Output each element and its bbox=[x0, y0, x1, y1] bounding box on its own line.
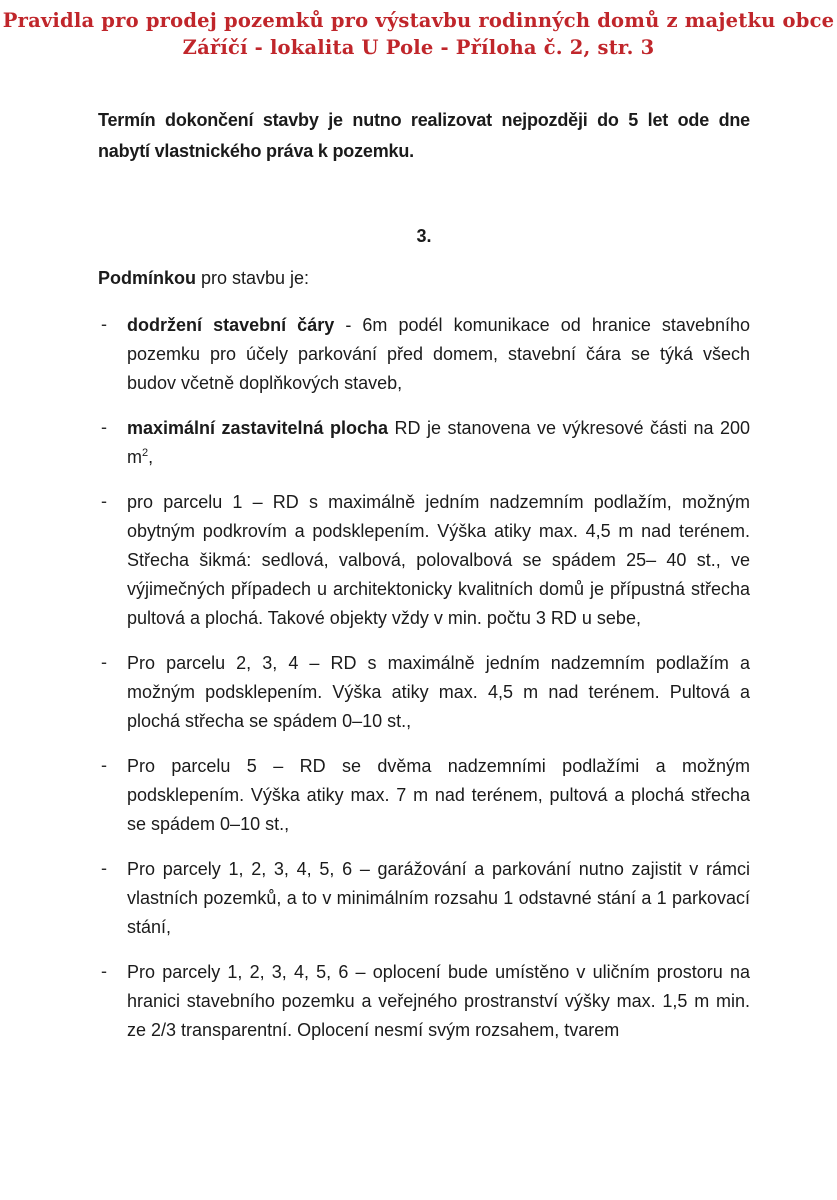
rule-text: RD je stanovena ve výkresové části na 200 m bbox=[127, 418, 750, 467]
rule-bold-lead: dodržení stavební čáry bbox=[127, 315, 335, 335]
conditions-lead-bold: Podmínkou bbox=[98, 268, 196, 288]
document-title bbox=[0, 0, 837, 61]
bullet-dash: - bbox=[101, 755, 107, 775]
conditions-lead bbox=[98, 264, 750, 293]
rule-item bbox=[98, 649, 750, 736]
document-body bbox=[98, 105, 750, 1045]
rule-item bbox=[98, 855, 750, 942]
rule-tail: , bbox=[148, 447, 154, 467]
superscript: 2 bbox=[142, 447, 149, 459]
rule-text: Pro parcelu 2, 3, 4 – RD s maximálně jedním nadzemním podlažím a možným podsklepením. Výška atiky max. 4,5 m nad terénem. Pultová a plochá střecha se spádem 0–10 st., bbox=[127, 653, 750, 731]
rule-item bbox=[98, 752, 750, 839]
conditions-lead-rest: pro stavbu je: bbox=[196, 268, 310, 288]
rule-text: Pro parcely 1, 2, 3, 4, 5, 6 – garážování a parkování nutno zajistit v rámci vlastních pozemků, a to v minimálním rozsahu 1 odstavné stání a 1 parkovací stání, bbox=[127, 859, 750, 937]
rule-text: Pro parcelu 5 – RD se dvěma nadzemními podlažími a možným podsklepením. Výška atiky max. 7 m nad terénem, pultová a plochá střecha se spádem 0–10 st., bbox=[127, 756, 750, 834]
rule-bold-lead: maximální zastavitelná plocha bbox=[127, 418, 389, 438]
rule-item bbox=[98, 958, 750, 1045]
rule-text: - 6m podél komunikace od hranice stavebního pozemku pro účely parkování před domem, stavební čára se týká všech budov včetně doplňkových staveb, bbox=[127, 315, 750, 393]
bullet-dash: - bbox=[101, 652, 107, 672]
bullet-dash: - bbox=[101, 858, 107, 878]
rule-item bbox=[98, 311, 750, 398]
bullet-dash: - bbox=[101, 314, 107, 334]
document-title-line1: Pravidla pro prodej pozemků pro výstavbu rodinných domů z majetku obce bbox=[2, 9, 835, 32]
document-title-line2: Záříčí - lokalita U Pole - Příloha č. 2, str. 3 bbox=[182, 36, 655, 59]
rules-list bbox=[98, 311, 750, 1045]
rule-item bbox=[98, 488, 750, 633]
bullet-dash: - bbox=[101, 491, 107, 511]
rule-text: pro parcelu 1 – RD s maximálně jedním nadzemním podlažím, možným obytným podkrovím a podsklepením. Výška atiky max. 4,5 m nad terénem. Střecha šikmá: sedlová, valbová, polovalbová se spádem 25– 40 st., ve výjimečných případech u architektonicky kvalitních domů je přípustná střecha pultová a plochá. Takové objekty vždy v min. počtu 3 RD u sebe, bbox=[127, 492, 750, 628]
rule-text: Pro parcely 1, 2, 3, 4, 5, 6 – oplocení bude umístěno v uličním prostoru na hranici stavebního pozemku a veřejného prostranství výšky max. 1,5 m min. ze 2/3 transparentní. Oplocení nesmí svým rozsahem, tvarem bbox=[127, 962, 750, 1040]
rule-item bbox=[98, 414, 750, 472]
section-number: 3. bbox=[416, 226, 432, 246]
bullet-dash: - bbox=[101, 417, 107, 437]
intro-paragraph: Termín dokončení stavby je nutno realizovat nejpozději do 5 let ode dne nabytí vlastnického práva k pozemku. bbox=[98, 110, 750, 161]
bullet-dash: - bbox=[101, 961, 107, 981]
